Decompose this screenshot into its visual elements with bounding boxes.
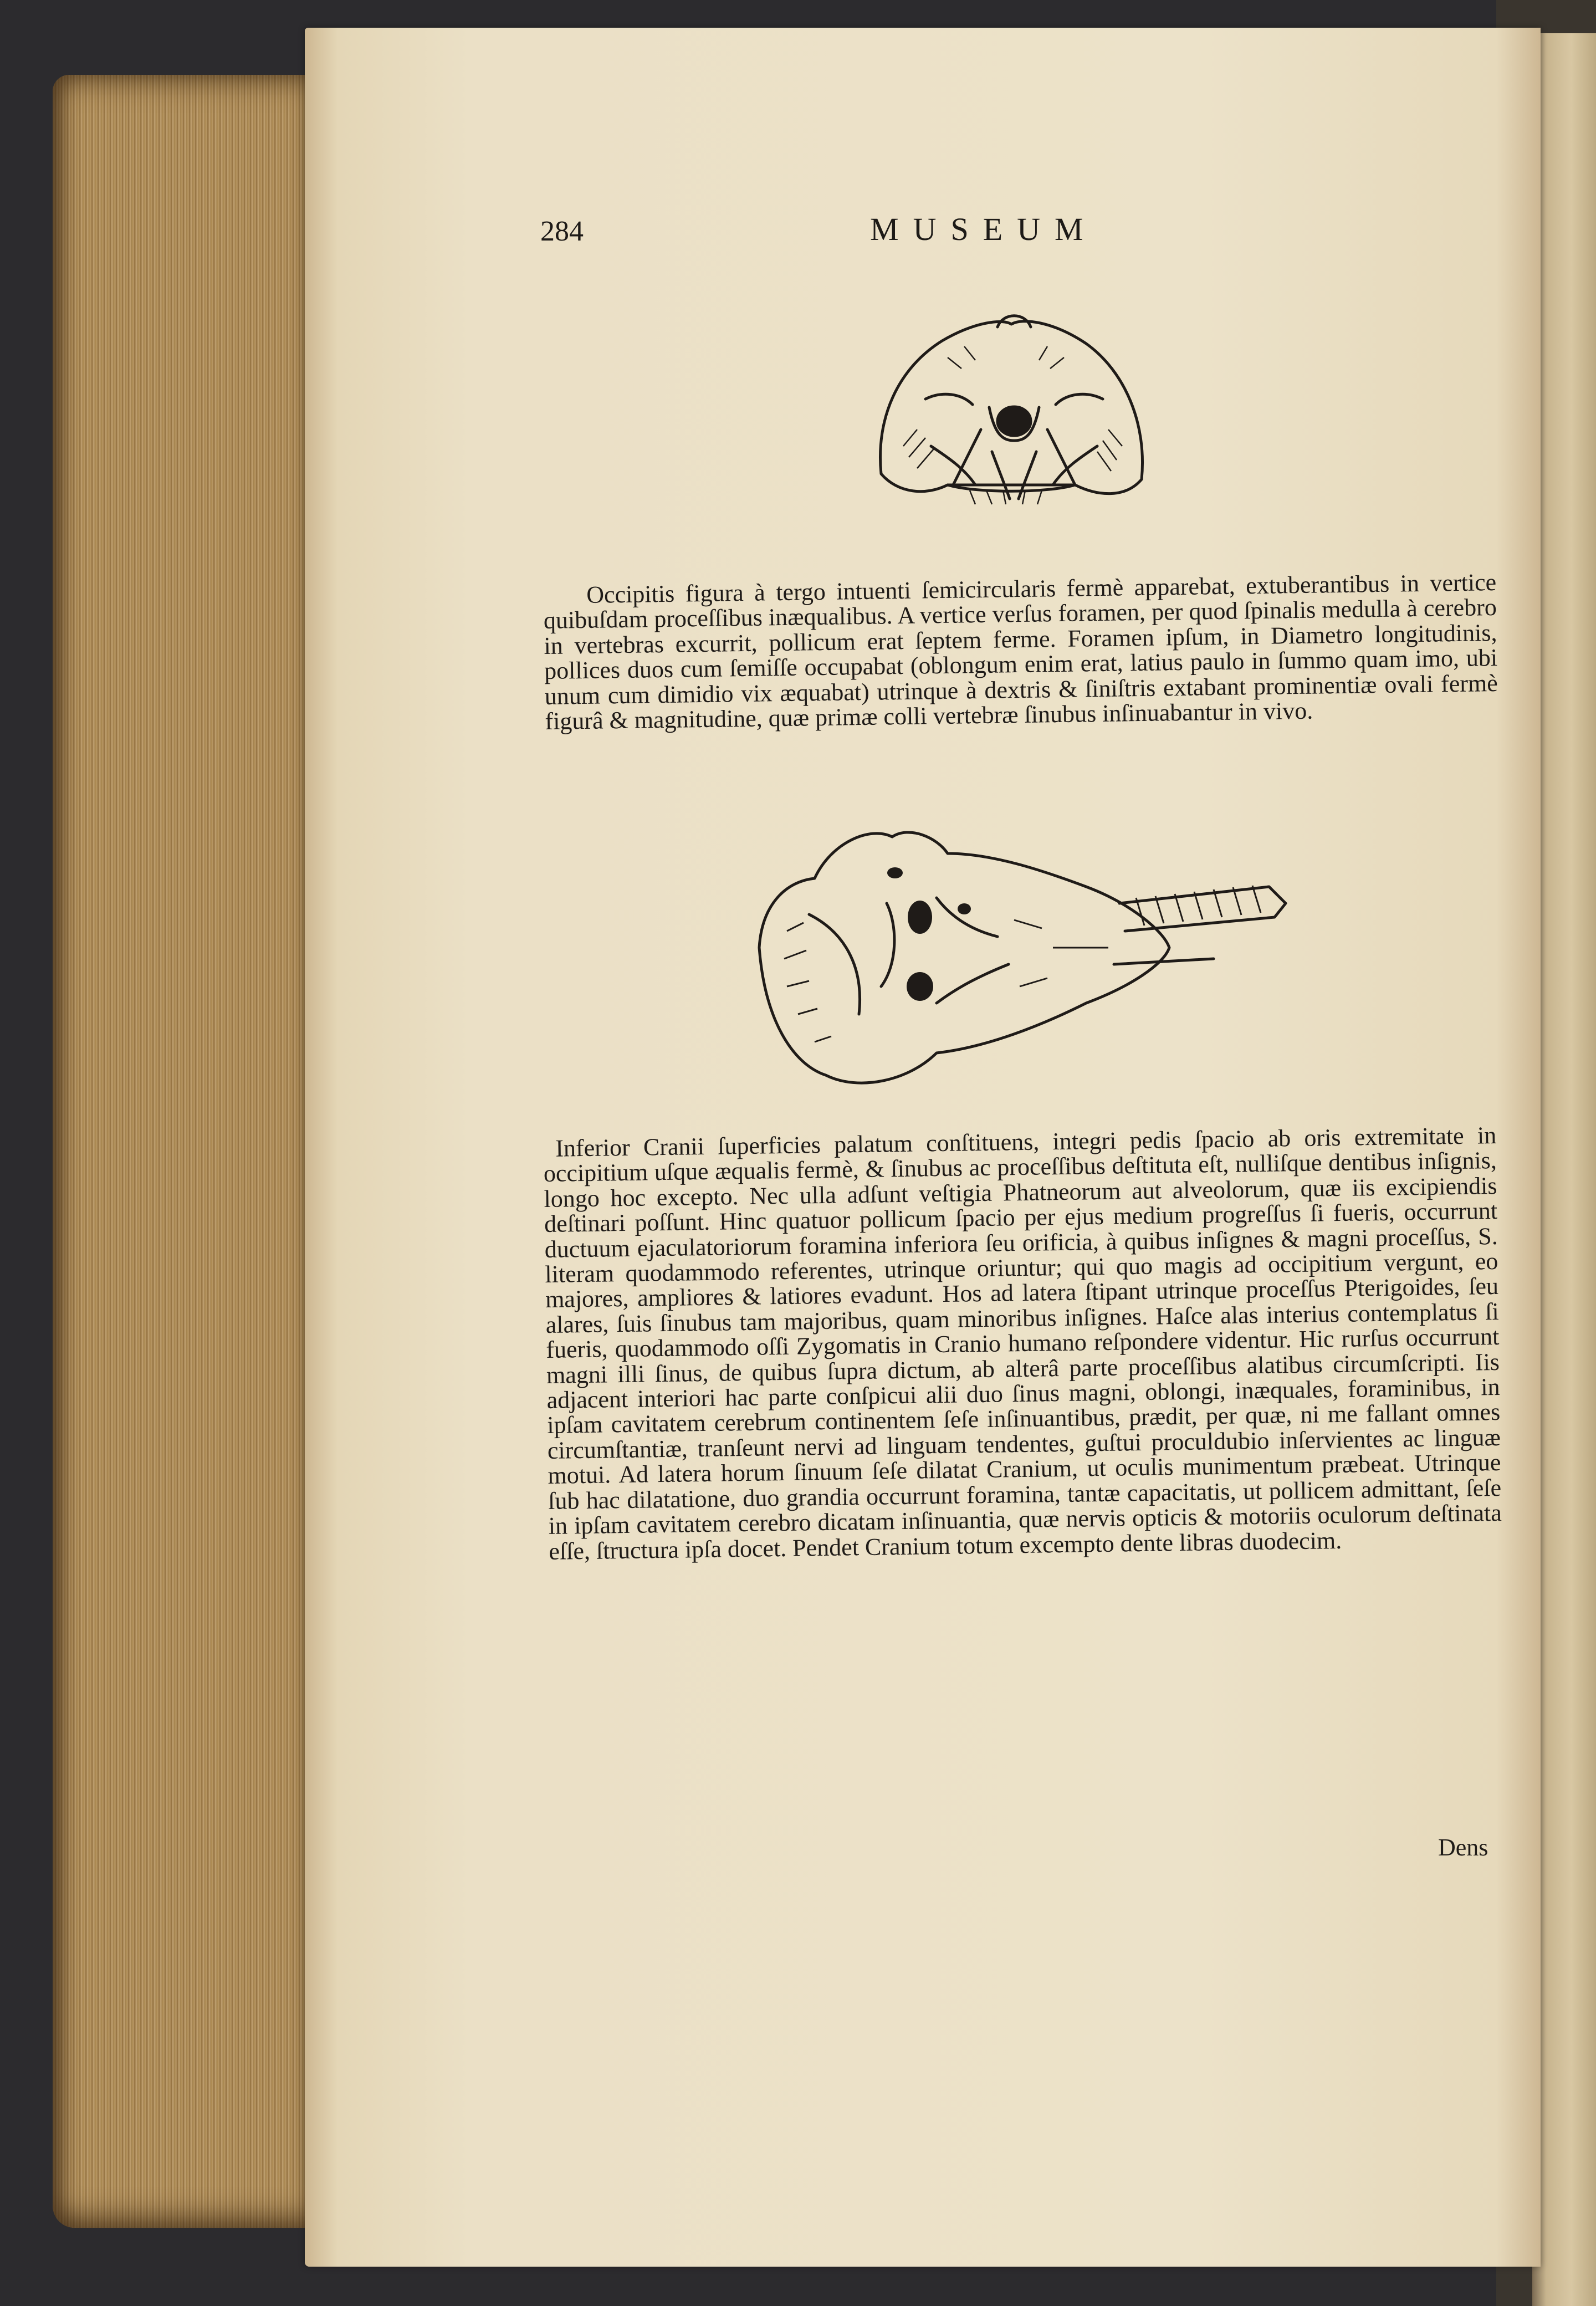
cranium-underside-woodcut — [754, 820, 1297, 1108]
paragraph-occipital: Occipitis figura à tergo intuenti ſemicircularis fermè apparebat, extuberantibus in vertice quibuſdam proceſſibus inæqualibus. A vertice verſus foramen, per quod ſpinalis medulla à cerebro in vertebras excurrit, pollicum erat ſeptem ferme. Foramen ipſum, in Diametro longitudinis, pollices duos cum ſemiſſe occupabat (oblongum enim erat, latius paulo in ſummo quam imo, ubi unum cum dimidio vix æquabat) utrinque à dextris & ſiniſtris extabant prominentiæ ovali fermè figurâ & magnitudine, quæ primæ colli vertebræ ſinubus inſinuabantur in vivo. — [543, 568, 1498, 735]
running-head: MUSEUM — [870, 211, 1098, 247]
catchword: Dens — [1438, 1834, 1488, 1861]
book-fore-edge — [53, 75, 313, 2228]
paragraph-cranium-underside: Inferior Cranii ſuperficies palatum conſtituens, integri pedis ſpacio ab oris extremitate in occipitium uſque æqualis fermè, & ſinubus ac proceſſibus deſtituta eſt, nulliſque dentibus inſignis, longo hoc excepto. Nec ulla adſunt veſtigia Phatneorum aut alveolorum, quæ iis excipiendis deſtinari poſſunt. Hinc quatuor pollicum ſpacio per ejus medium progreſſus ſi fueris, occurrunt ductuum ejaculatoriorum foramina inferiora ſeu orificia, à quibus inſignes & magni proceſſus, S. literam quodammodo referentes, utrinque oriuntur; qui quo magis ad occipitium vergunt, eo majores, ampliores & latiores evadunt. Hos ad latera ſtipant utrinque proceſſus Pterigoides, ſeu alares, ſuis ſinubus tam majoribus, quam minoribus inſignes. Haſce alas interius contemplatus ſi fueris, quodammodo oſſi Zygomatis in Cranio humano reſpondere videntur. Hic rurſus occurrunt magni illi ſinus, de quibus ſupra dictum, ab alterâ parte proceſſibus alatibus circumſcripti. Iis adjacent interiori hac parte conſpicui alii duo ſinus magni, oblongi, inæquales, foraminibus, in ipſam cavitatem cerebrum continentem ſeſe inſinuantibus, prædit, per quæ, ni me fallant omnes circumſtantiæ, tranſeunt nervi ad linguam tendentes, guſtui proculdubio inſervientes ac linguæ motui. Ad latera horum ſinuum ſeſe dilatat Cranium, ut oculis munimentum præbeat. Utrinque ſub hac dilatatione, duo grandia occurrunt foramina, tantæ capacitatis, ut pollicem admittant, ſeſe in ipſam cavitatem cerebro dicatam inſinuantia, quæ nervis opticis & motoriis oculorum deſtinata eſſe, ſtructura ipſa docet. Pendet Cranium totum excempto dente libras duodecim. — [543, 1121, 1502, 1565]
occipital-skull-woodcut — [864, 302, 1158, 538]
facing-page-edge — [1532, 33, 1596, 2306]
page-number: 284 — [540, 216, 584, 247]
